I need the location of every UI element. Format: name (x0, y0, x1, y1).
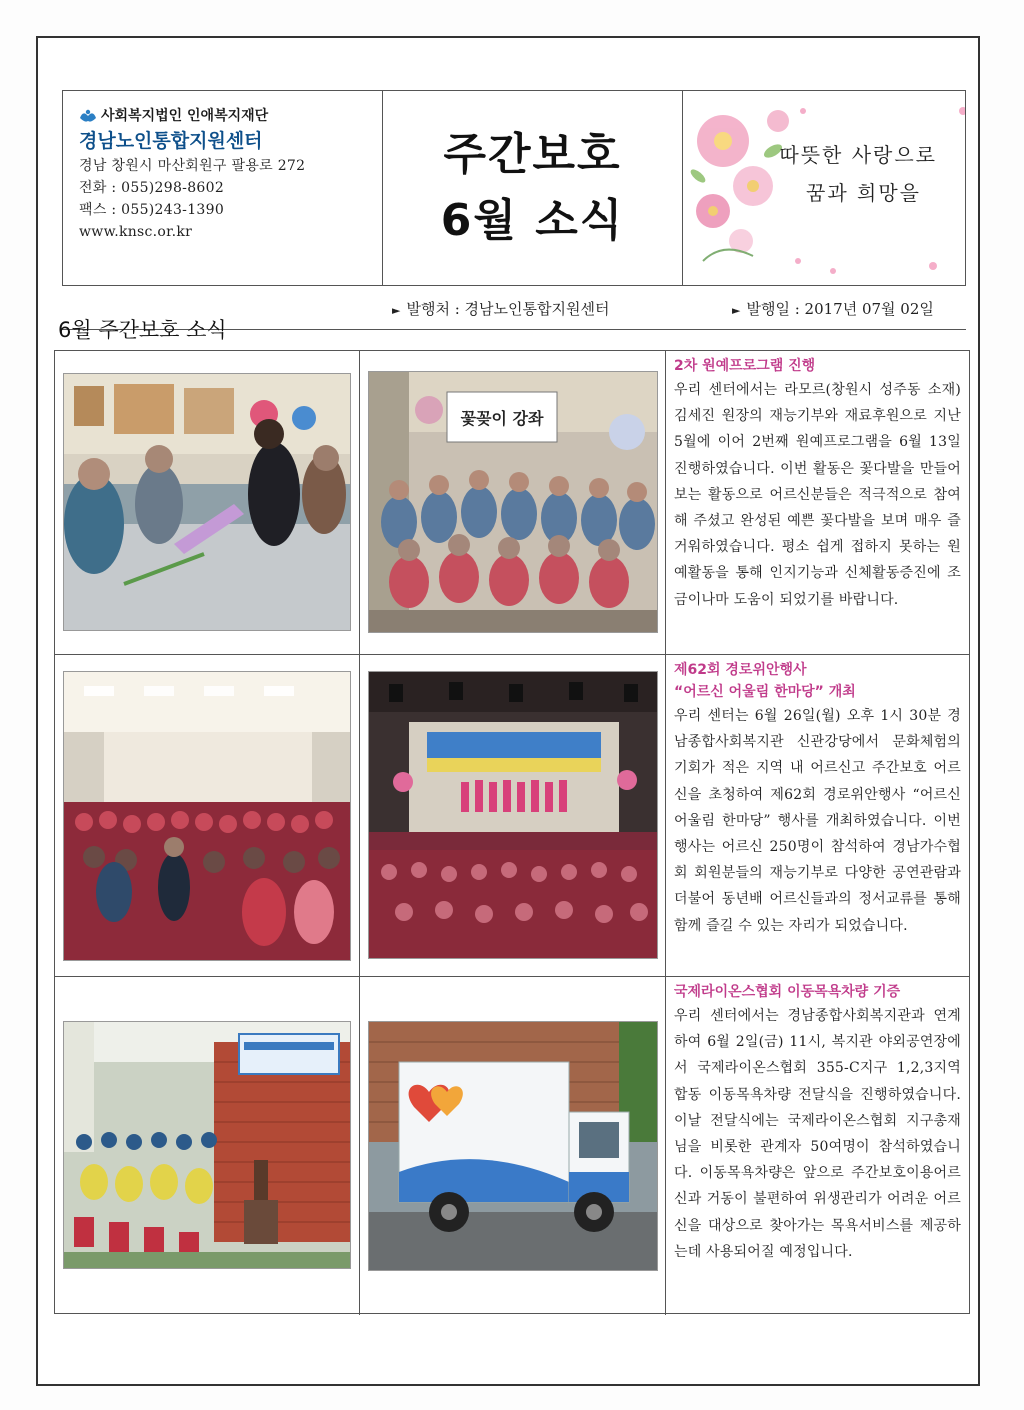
article-cell (666, 655, 969, 976)
foundation-name: 사회복지법인 인애복지재단 (79, 105, 382, 127)
article-body: 우리 센터에서는 경남종합사회복지관과 연계하여 6월 2일(금) 11시, 복지관 야외공연장에서 국제라이온스협회 355-C지구 1,2,3지역 합동 이동목욕차량 전달식을 진행하였습니다. 이날 전달식에는 국제라이온스협회 지구총재님을 비롯한 관계자 50여명이 참석하였습니다. 이동목욕차량은 앞으로 주간보호이용어르신과 거동이 불편하여 위생관리가 어려운 어르신을 대상으로 찾아가는 목욕서비스를 제공하는데 사용되어질 예정입니다. (674, 1008, 961, 1260)
address: 경남 창원시 마산회원구 팔용로 272 (79, 158, 306, 174)
news-row-2 (55, 655, 969, 977)
photo-cell (55, 351, 360, 654)
audience-photo (63, 671, 351, 961)
article-body: 우리 센터에서는 라모르(창원시 성주동 소재) 김세진 원장의 재능기부와 재료후원으로 지난 5월에 이어 2번째 원예프로그램을 6월 13일 진행하였습니다. 이번 활동은 꽃다발을 만들어보는 활동으로 어르신분들은 적극적으로 참여해 주셨고 완성된 예쁜 꽃다발을 보며 매우 즐거워하였습니다. 평소 쉽게 접하지 못하는 원예활동을 통해 인지기능과 신체활동증진에 조금이나마 도움이 되었기를 바랍니다. (674, 382, 961, 608)
arrow-icon: ► (392, 304, 401, 317)
newsletter-title (383, 91, 683, 285)
article-body: 우리 센터는 6월 26일(월) 오후 1시 30분 경남종합사회복지관 신관강당에서 문화체험의 기회가 적은 지역 내 어르신고 주간보호 어르신을 초청하여 제62회 경로위안행사 “어르신 어울림 한마당” 행사를 개최하였습니다. 이번 행사는 어르신 250명이 참석하여 경남가수협회 회원분들의 재능기부로 다양한 공연관람과 더불어 동년배 어르신들과의 정서교류를 통해 함께 즐길 수 있는 자리가 되었습니다. (674, 708, 961, 934)
article-cell (666, 977, 969, 1315)
article-cell (666, 351, 969, 654)
fax: 팩스 : 055)243-1390 (79, 202, 225, 218)
photo-cell (360, 977, 666, 1315)
slogan-line-1: 따뜻한 사랑으로 (779, 143, 937, 167)
flower-workshop-photo (63, 373, 351, 631)
photo-cell (360, 655, 666, 976)
center-name: 경남노인통합지원센터 (79, 130, 263, 152)
section-title: 6월 주간보호 소식 (58, 318, 227, 342)
flower-decoration (683, 91, 965, 285)
photo-cell (55, 655, 360, 976)
slogan-line-2: 꿈과 희망을 (806, 181, 921, 205)
title-line-2: 6월 소식 (440, 195, 625, 246)
phone: 전화 : 055)298-8602 (79, 180, 225, 196)
photo-cell (55, 977, 360, 1315)
title-line-1: 주간보호 (443, 129, 622, 180)
class-banner-text: 꽃꽂이 강좌 (460, 409, 544, 428)
article-title: 국제라이온스협회 이동목욕차량 기증 (674, 984, 901, 1000)
news-grid (54, 350, 970, 1314)
masthead (62, 90, 966, 286)
website-link[interactable]: www.knsc.or.kr (79, 224, 193, 240)
organization-info (63, 91, 383, 285)
article-title: 제62회 경로위안행사 (674, 662, 807, 678)
arrow-icon: ► (732, 304, 741, 317)
publish-date: ► 발행일 : 2017년 07월 02일 (732, 300, 934, 318)
hands-logo-icon (79, 108, 97, 124)
news-row-3 (55, 977, 969, 1315)
flower-class-group-photo (368, 371, 658, 633)
performance-stage-photo (368, 671, 658, 959)
news-row-1 (55, 351, 969, 655)
article-title: 2차 원예프로그램 진행 (674, 358, 816, 374)
publisher: ► 발행처 : 경남노인통합지원센터 (392, 300, 610, 318)
article-subtitle: “어르신 어울림 한마당” 개최 (674, 684, 856, 700)
photo-cell (360, 351, 666, 654)
bath-truck-photo (368, 1021, 658, 1271)
ceremony-photo (63, 1021, 351, 1269)
